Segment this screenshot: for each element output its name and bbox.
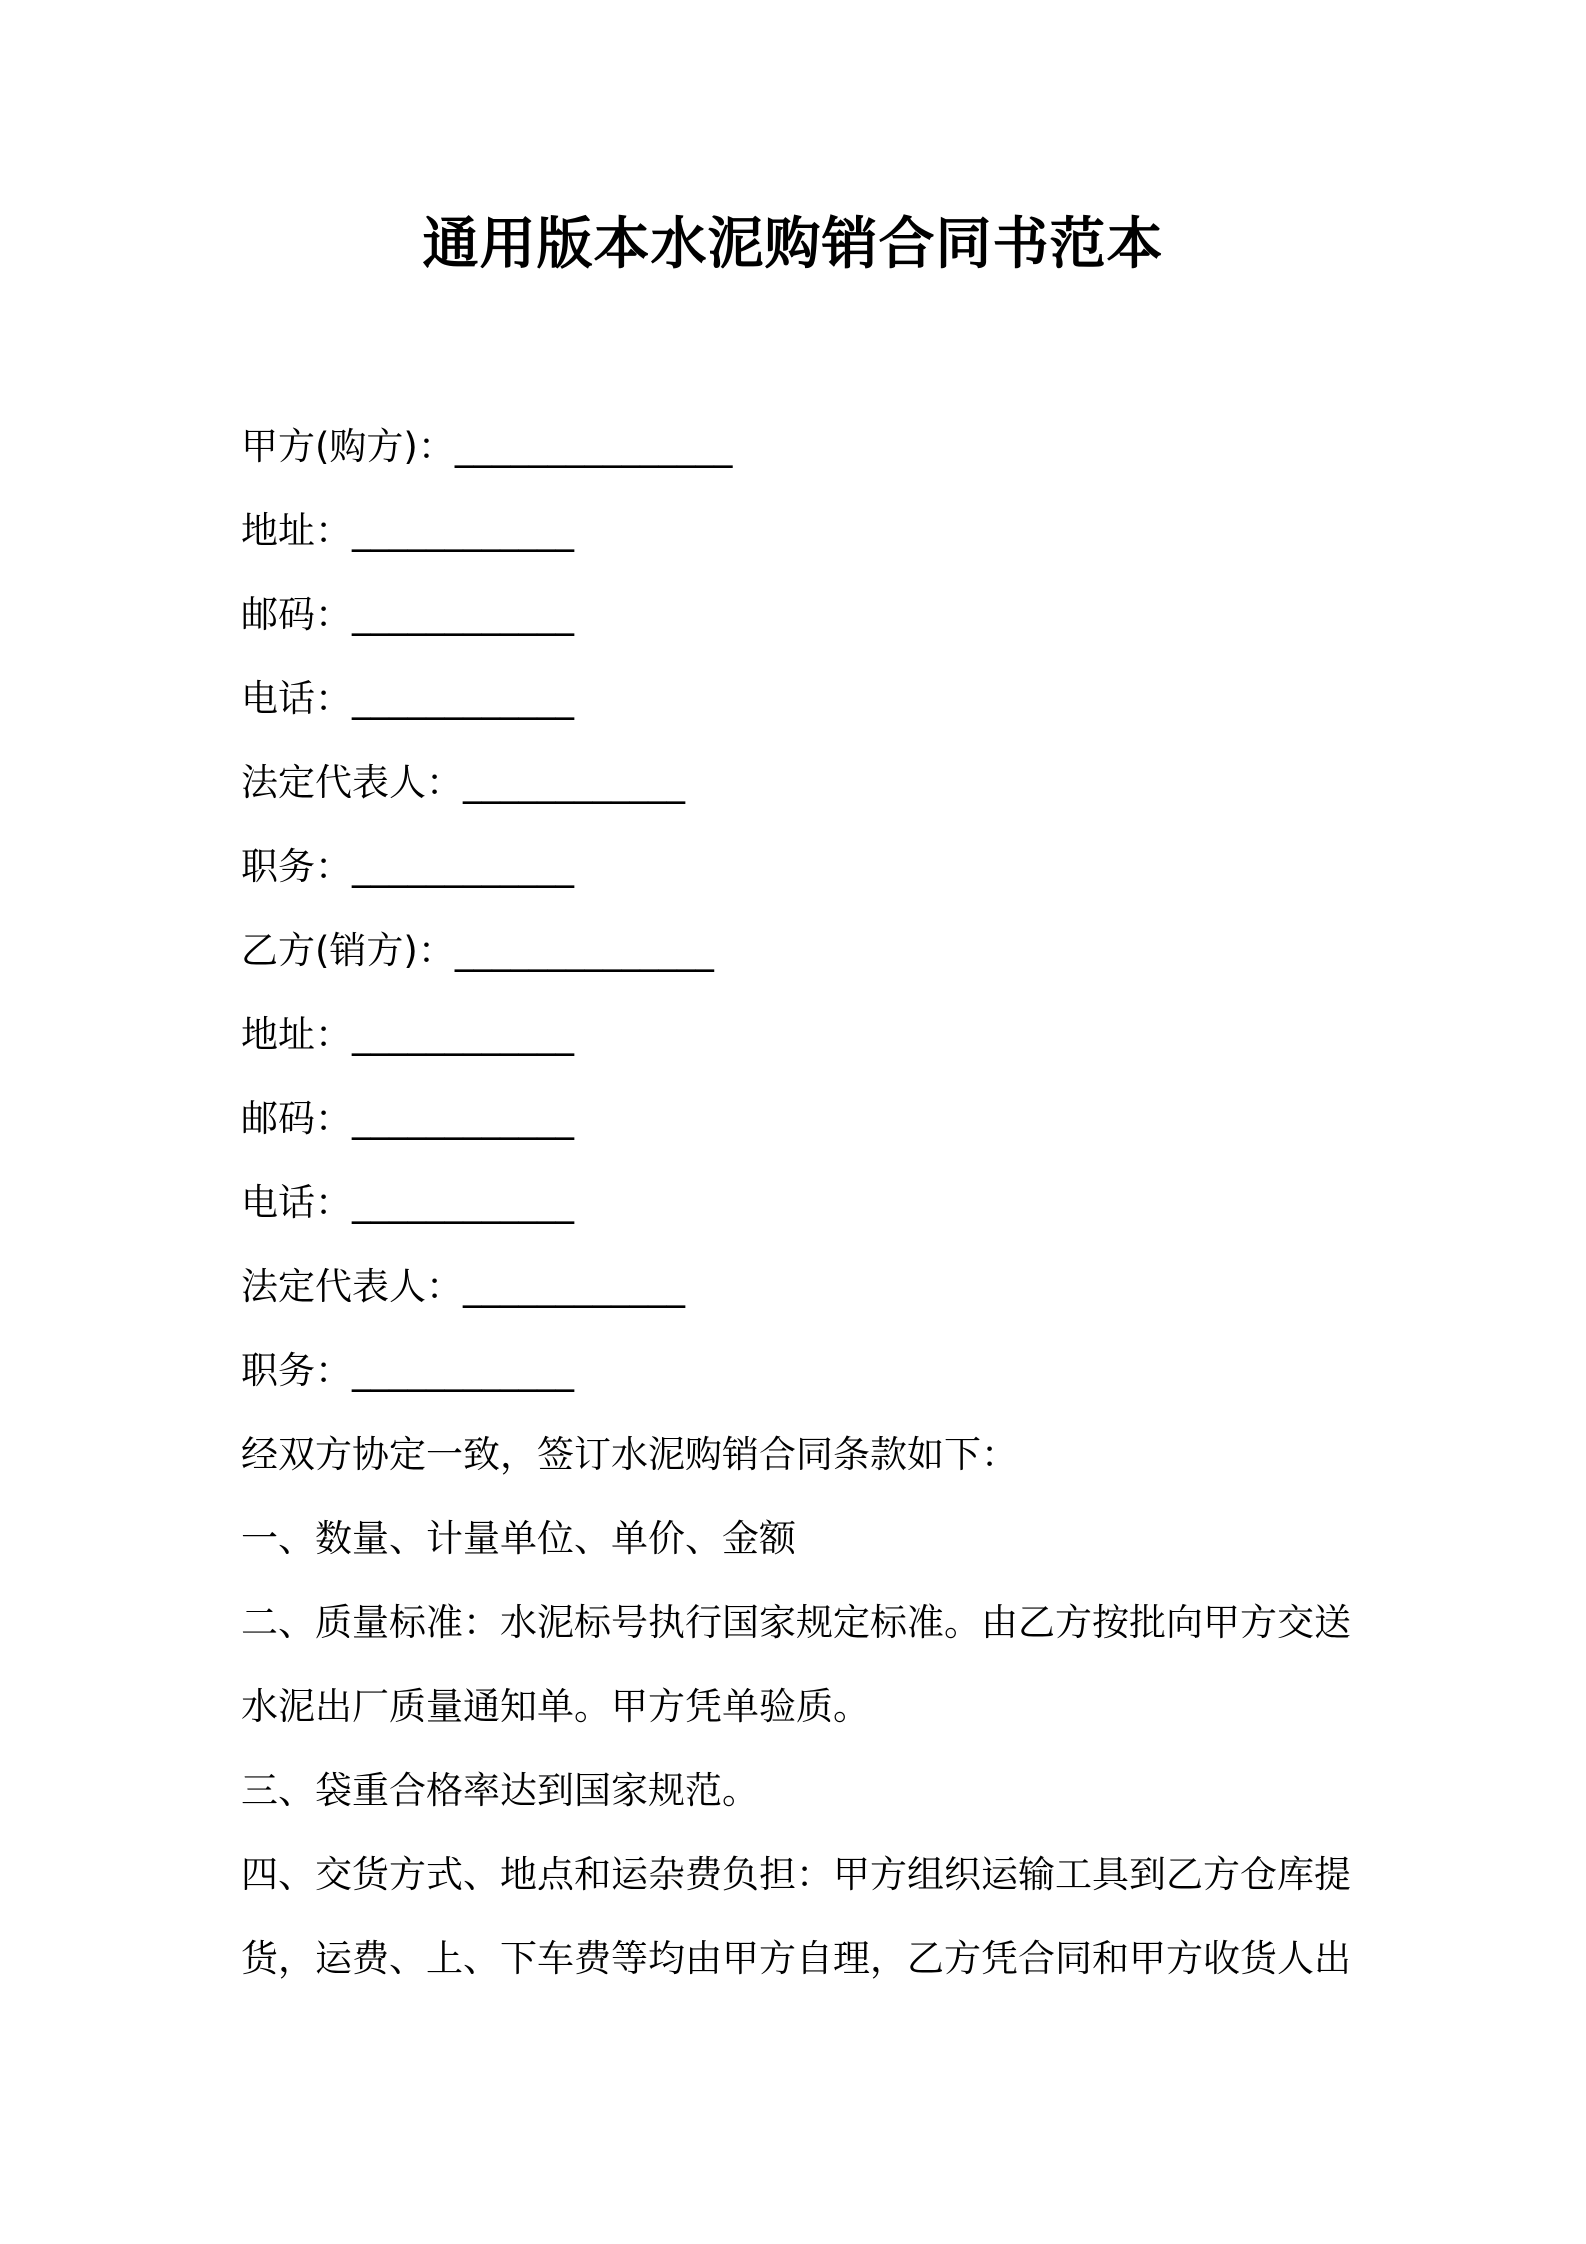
clause-1-line: 一、数量、计量单位、单价、金额 bbox=[241, 1517, 796, 1560]
clause-4-line: 四、交货方式、地点和运杂费负担：甲方组织运输工具到乙方仓库提 bbox=[241, 1853, 1351, 1896]
clause-3-line: 三、袋重合格率达到国家规范。 bbox=[241, 1769, 759, 1812]
document-body bbox=[241, 405, 1356, 2001]
party-a-buyer-line: 甲方(购方)：_______________ bbox=[241, 425, 733, 468]
party-a-address-line: 地址：____________ bbox=[241, 509, 574, 552]
party-b-address-line: 地址：____________ bbox=[241, 1013, 574, 1056]
party-b-seller-line: 乙方(销方)：______________ bbox=[241, 929, 714, 972]
party-b-position-line: 职务：____________ bbox=[241, 1349, 574, 1392]
clause-2-continued-line: 水泥出厂质量通知单。甲方凭单验质。 bbox=[241, 1685, 870, 1728]
party-b-postcode-line: 邮码：____________ bbox=[241, 1097, 574, 1140]
document-title: 通用版本水泥购销合同书范本 bbox=[422, 212, 1164, 277]
party-a-postcode-line: 邮码：____________ bbox=[241, 593, 574, 636]
clause-4-continued-line: 货，运费、上、下车费等均由甲方自理，乙方凭合同和甲方收货人出 bbox=[241, 1937, 1351, 1980]
clause-2-line: 二、质量标准：水泥标号执行国家规定标准。由乙方按批向甲方交送 bbox=[241, 1601, 1351, 1644]
party-a-phone-line: 电话：____________ bbox=[241, 677, 574, 720]
party-b-phone-line: 电话：____________ bbox=[241, 1181, 574, 1224]
party-a-legal-rep-line: 法定代表人：____________ bbox=[241, 761, 685, 804]
party-b-legal-rep-line: 法定代表人：____________ bbox=[241, 1265, 685, 1308]
party-a-position-line: 职务：____________ bbox=[241, 845, 574, 888]
agreement-intro-line: 经双方协定一致，签订水泥购销合同条款如下： bbox=[241, 1433, 1018, 1476]
